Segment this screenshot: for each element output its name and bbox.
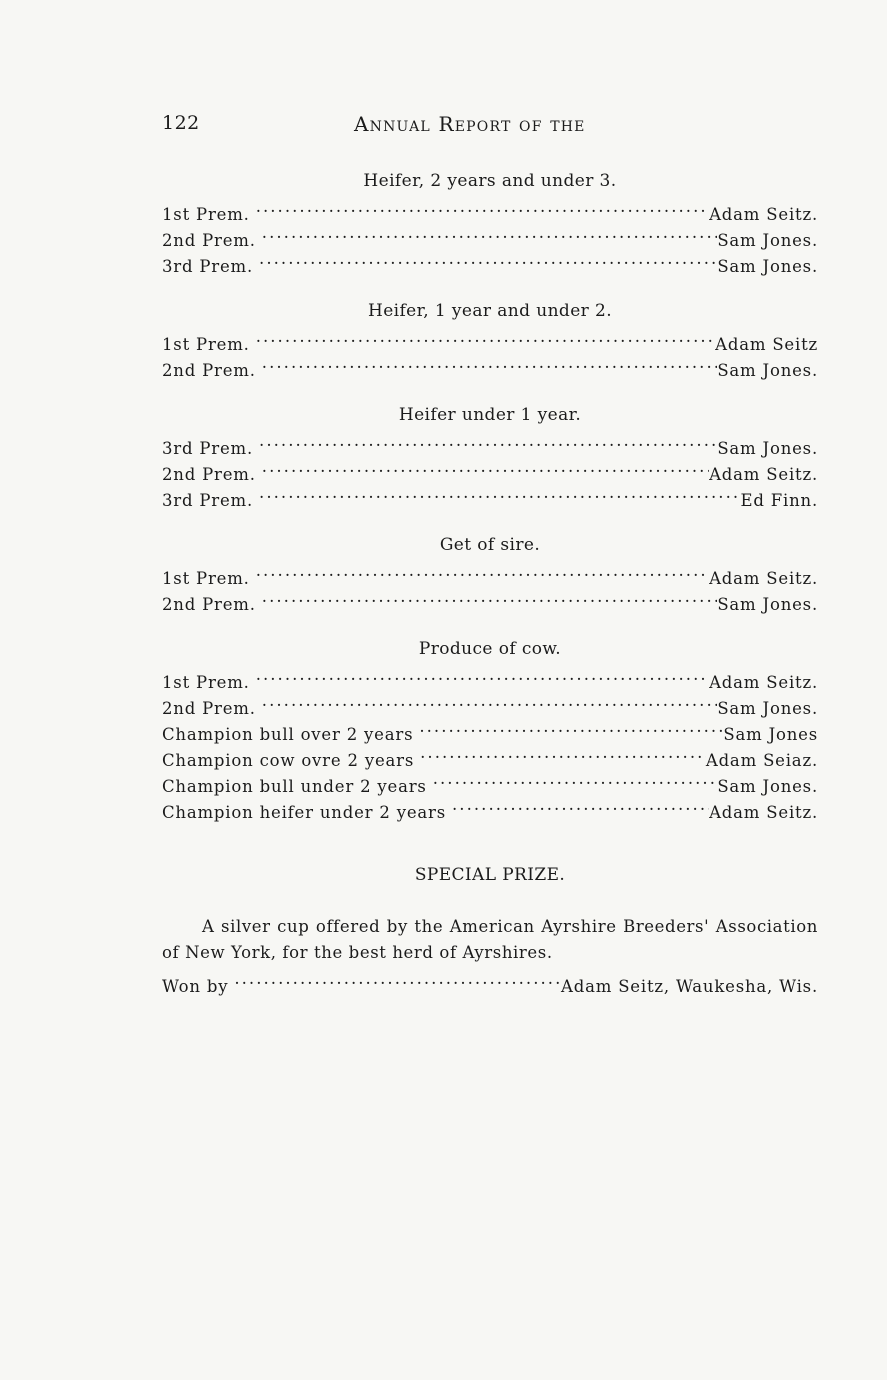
award-label: 3rd Prem. bbox=[162, 491, 254, 510]
section-heifer-1-year bbox=[162, 298, 818, 380]
award-label: 2nd Prem. bbox=[162, 231, 256, 250]
dot-leader bbox=[433, 766, 718, 792]
award-winner: Sam Jones. bbox=[717, 699, 818, 718]
award-winner: Adam Seitz. bbox=[709, 465, 818, 484]
dot-leader bbox=[259, 428, 717, 454]
award-label: 2nd Prem. bbox=[162, 361, 256, 380]
page-title: Annual Report of the bbox=[354, 112, 586, 136]
award-winner: Sam Jones. bbox=[717, 777, 818, 796]
report-page bbox=[162, 108, 818, 996]
award-entry bbox=[162, 662, 818, 692]
award-winner: Sam Jones bbox=[723, 725, 818, 744]
award-winner: Adam Seitz. bbox=[709, 673, 818, 692]
award-label: Champion cow ovre 2 years bbox=[162, 751, 415, 770]
dot-leader bbox=[256, 558, 709, 584]
award-entry bbox=[162, 558, 818, 588]
award-label: Champion heifer under 2 years bbox=[162, 803, 446, 822]
award-winner: Sam Jones. bbox=[717, 595, 818, 614]
award-label: 1st Prem. bbox=[162, 673, 250, 692]
dot-leader bbox=[256, 194, 709, 220]
award-label: 1st Prem. bbox=[162, 569, 250, 588]
dot-leader bbox=[262, 350, 718, 376]
section-get-of-sire bbox=[162, 532, 818, 614]
special-prize-text: A silver cup offered by the American Ayrshire Breeders' Association of New York, for the best herd of Ayrshires. bbox=[162, 917, 818, 962]
section-heifer-2-years bbox=[162, 168, 818, 276]
dot-leader bbox=[259, 480, 740, 506]
section-title: Heifer, 2 years and under 3. bbox=[363, 171, 617, 191]
dot-leader bbox=[452, 792, 709, 818]
award-winner: Adam Seitz. bbox=[709, 205, 818, 224]
won-by-entry bbox=[162, 966, 818, 996]
dot-leader bbox=[262, 454, 709, 480]
award-winner: Sam Jones. bbox=[717, 257, 818, 276]
special-prize-section bbox=[162, 862, 818, 996]
section-title: Heifer under 1 year. bbox=[398, 405, 582, 425]
dot-leader bbox=[234, 966, 561, 992]
award-winner: Sam Jones. bbox=[717, 439, 818, 458]
section-title: Heifer, 1 year and under 2. bbox=[367, 301, 613, 321]
award-label: 2nd Prem. bbox=[162, 595, 256, 614]
award-label: 3rd Prem. bbox=[162, 439, 254, 458]
dot-leader bbox=[259, 246, 717, 272]
dot-leader bbox=[256, 662, 709, 688]
award-entry bbox=[162, 428, 818, 458]
award-entry bbox=[162, 480, 818, 510]
award-label: 2nd Prem. bbox=[162, 699, 256, 718]
award-winner: Adam Seitz. bbox=[709, 569, 818, 588]
dot-leader bbox=[256, 324, 715, 350]
section-heifer-under-1-year bbox=[162, 402, 818, 510]
award-entry bbox=[162, 324, 818, 354]
award-label: 3rd Prem. bbox=[162, 257, 254, 276]
award-winner: Adam Seiaz. bbox=[705, 751, 818, 770]
running-head bbox=[162, 108, 818, 138]
award-label: Champion bull over 2 years bbox=[162, 725, 414, 744]
dot-leader bbox=[262, 688, 718, 714]
dot-leader bbox=[262, 584, 718, 610]
award-label: 1st Prem. bbox=[162, 335, 250, 354]
won-by-label: Won by bbox=[162, 977, 229, 996]
special-prize-title: SPECIAL PRIZE. bbox=[414, 865, 566, 885]
award-label: 1st Prem. bbox=[162, 205, 250, 224]
page-number: 122 bbox=[162, 112, 200, 134]
dot-leader bbox=[420, 740, 706, 766]
won-by-value: Adam Seitz, Waukesha, Wis. bbox=[561, 977, 818, 996]
section-title: Get of sire. bbox=[439, 535, 541, 555]
award-winner: Sam Jones. bbox=[717, 231, 818, 250]
award-winner: Adam Seitz. bbox=[709, 803, 818, 822]
award-entry bbox=[162, 194, 818, 224]
award-label: Champion bull under 2 years bbox=[162, 777, 427, 796]
award-winner: Adam Seitz bbox=[715, 335, 818, 354]
dot-leader bbox=[419, 714, 723, 740]
section-title: Produce of cow. bbox=[418, 639, 562, 659]
award-winner: Sam Jones. bbox=[717, 361, 818, 380]
award-label: 2nd Prem. bbox=[162, 465, 256, 484]
dot-leader bbox=[262, 220, 718, 246]
award-winner: Ed Finn. bbox=[740, 491, 818, 510]
section-produce-of-cow bbox=[162, 636, 818, 822]
